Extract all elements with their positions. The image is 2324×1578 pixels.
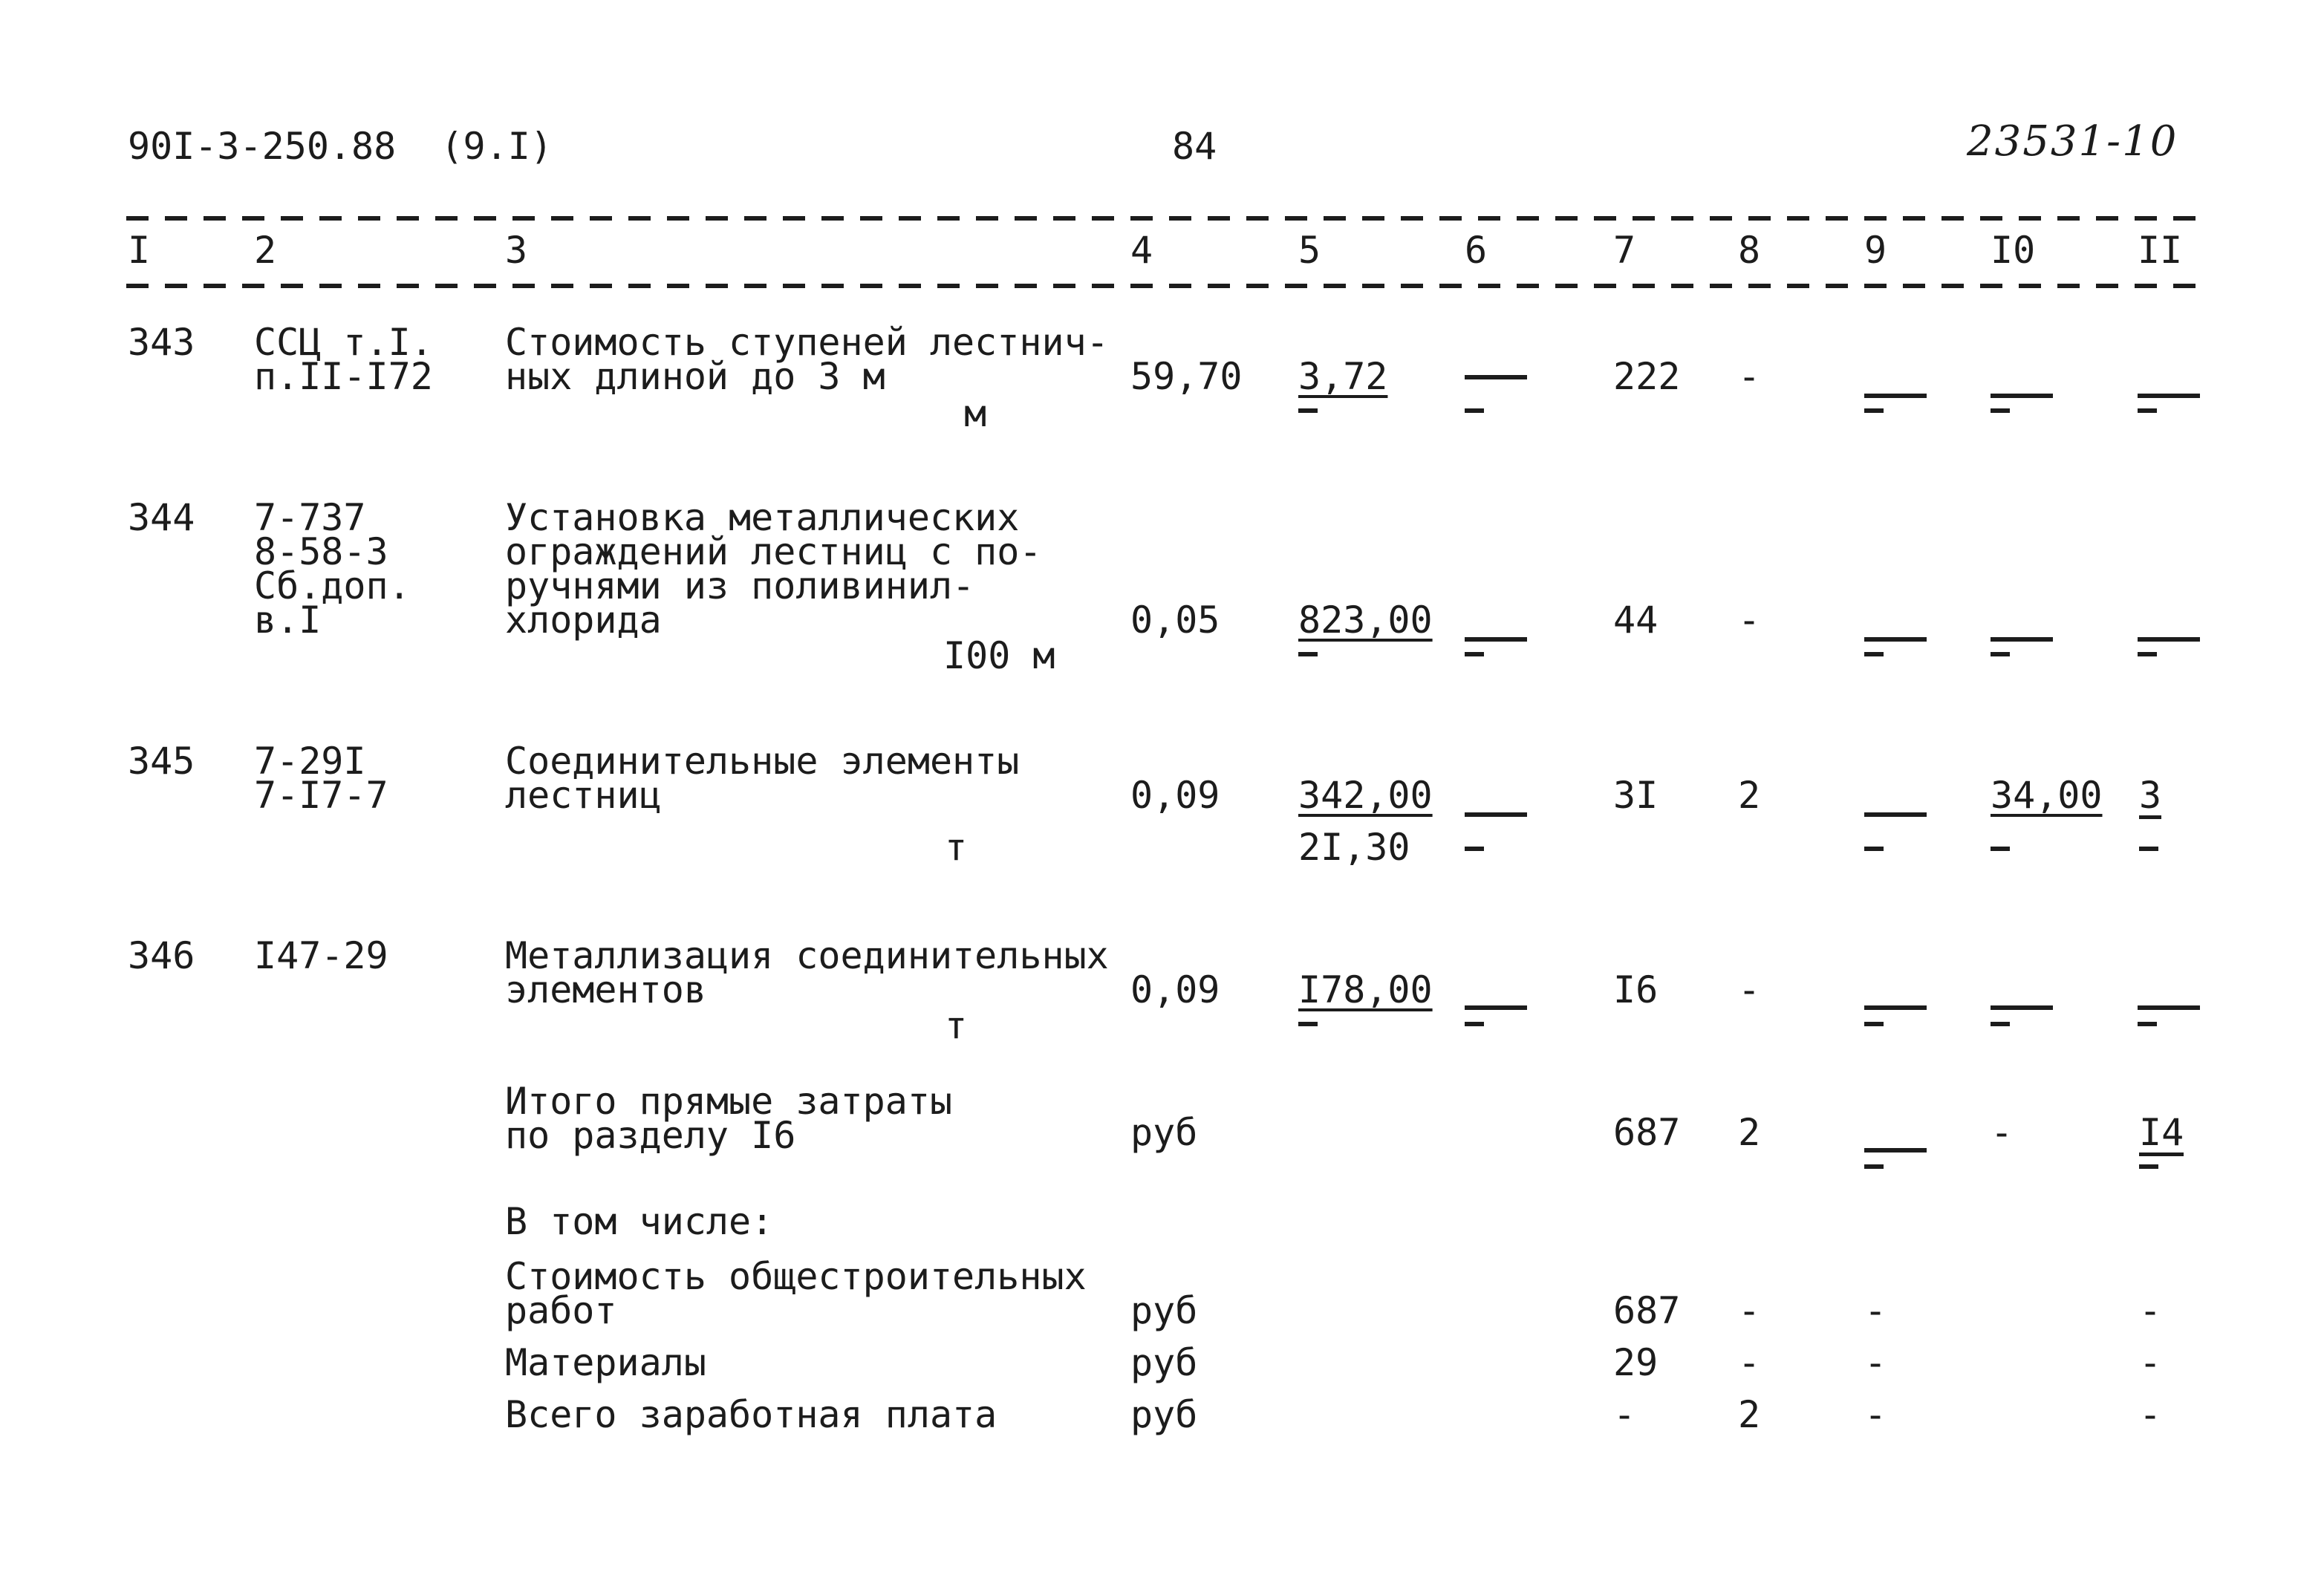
row-number: 344	[128, 496, 195, 539]
page-number: 84	[1172, 125, 1217, 168]
column-header: 8	[1738, 229, 1761, 272]
work-description-line: Установка металлических	[505, 496, 1020, 539]
total-cost: 3I	[1613, 774, 1659, 817]
column-8-value: -	[1738, 599, 1761, 642]
empty-fraction-mark	[1991, 1005, 2053, 1010]
row-number: 345	[128, 740, 195, 783]
norm-code-line: ССЦ т.I.	[254, 321, 433, 364]
column-header: 7	[1613, 229, 1636, 272]
dash-mark	[1991, 652, 2010, 656]
work-description-line: хлорида	[505, 599, 662, 642]
column-8-value: -	[1738, 968, 1761, 1011]
column-9-value: -	[1864, 1393, 1887, 1436]
header-top-rule	[126, 216, 2206, 221]
total-label-line: Итого прямые затраты	[505, 1080, 953, 1123]
norm-code-line: Сб.доп.	[254, 564, 411, 607]
column-8-value: 2	[1738, 1393, 1761, 1436]
unit-of-measure: I00 м	[943, 634, 1055, 677]
norm-code-line: 7-29I	[254, 740, 366, 783]
breakdown-label-line: Стоимость общестроительных	[505, 1255, 1087, 1298]
quantity: 0,09	[1130, 968, 1220, 1011]
work-description-line: ручнями из поливинил-	[505, 564, 975, 607]
column-7-value: 687	[1613, 1289, 1681, 1332]
empty-fraction-mark	[1991, 637, 2053, 642]
dash-mark	[2139, 847, 2158, 851]
unit-price: I78,00	[1298, 968, 1433, 1011]
column-10-value: -	[1991, 1111, 2014, 1154]
empty-fraction-mark	[1465, 375, 1527, 379]
dash-mark	[1298, 1022, 1318, 1026]
column-7-value: -	[1613, 1393, 1636, 1436]
column-header: 3	[505, 229, 528, 272]
column-header: 9	[1864, 229, 1887, 272]
breakdown-unit: руб	[1130, 1341, 1198, 1384]
empty-fraction-mark	[2138, 394, 2200, 398]
work-description-line: ных длиной до 3 м	[505, 355, 885, 398]
breakdown-label-line: Материалы	[505, 1341, 706, 1384]
dash-mark	[2139, 1164, 2158, 1169]
total-cost: 222	[1613, 355, 1681, 398]
dash-mark	[2138, 408, 2157, 413]
work-description-line: элементов	[505, 968, 706, 1011]
column-9-value: -	[1864, 1289, 1887, 1332]
column-8-value: -	[1738, 1289, 1761, 1332]
column-header: 4	[1130, 229, 1153, 272]
norm-code-line: п.II-I72	[254, 355, 433, 398]
norm-code-line: в.I	[254, 599, 322, 642]
column-header: 2	[254, 229, 277, 272]
dash-mark	[1864, 1164, 1884, 1169]
dash-mark	[1298, 408, 1318, 413]
handwritten-stamp: 23531-10	[1967, 117, 2178, 166]
norm-code-line: 7-737	[254, 496, 366, 539]
empty-fraction-mark	[1864, 1005, 1927, 1010]
quantity: 59,70	[1130, 355, 1243, 398]
column-7-value: 29	[1613, 1341, 1659, 1384]
unit-price: 823,00	[1298, 599, 1433, 642]
dash-mark	[1465, 847, 1484, 851]
work-description-line: Соединительные элементы	[505, 740, 1020, 783]
column-9-value: -	[1864, 1341, 1887, 1384]
total-label-line: по разделу I6	[505, 1114, 796, 1157]
dash-mark	[1991, 847, 2010, 851]
work-description-line: ограждений лестниц с по-	[505, 530, 1042, 573]
unit-of-measure: т	[945, 826, 968, 869]
work-description-line: лестниц	[505, 774, 662, 817]
column-8-value: -	[1738, 355, 1761, 398]
empty-fraction-mark	[1864, 394, 1927, 398]
column-8-value: 2	[1738, 774, 1761, 817]
document-code: 90I-3-250.88 (9.I)	[128, 125, 553, 168]
column-10-value: 34,00	[1991, 774, 2103, 817]
column-11-text: I4	[2139, 1114, 2184, 1156]
column-11-value: -	[2139, 1289, 2162, 1332]
dash-mark	[1864, 847, 1884, 851]
total-cost: I6	[1613, 968, 1659, 1011]
column-11-text: 3	[2139, 777, 2161, 819]
empty-fraction-mark	[1864, 812, 1927, 817]
header-bottom-rule	[126, 284, 2206, 288]
dash-mark	[1465, 652, 1484, 656]
total-cost: 687	[1613, 1111, 1681, 1154]
unit-price-wages: 2I,30	[1298, 826, 1410, 869]
breakdown-unit: руб	[1130, 1393, 1198, 1436]
dash-mark	[1864, 652, 1884, 656]
norm-code-line: 7-I7-7	[254, 774, 388, 817]
work-description-line: Стоимость ступеней лестнич-	[505, 321, 1109, 364]
column-8-value: 2	[1738, 1111, 1761, 1154]
empty-fraction-mark	[1864, 1148, 1927, 1152]
unit-of-measure: т	[945, 1004, 968, 1047]
dash-mark	[2138, 652, 2157, 656]
dash-mark	[1864, 1022, 1884, 1026]
column-11-value	[2139, 774, 2162, 819]
work-description-line: Металлизация соединительных	[505, 934, 1109, 977]
column-8-value: -	[1738, 1341, 1761, 1384]
column-11-value: -	[2139, 1341, 2162, 1384]
empty-fraction-mark	[1465, 637, 1527, 642]
dash-mark	[1298, 652, 1318, 656]
quantity: 0,05	[1130, 599, 1220, 642]
dash-mark	[1864, 408, 1884, 413]
empty-fraction-mark	[2138, 1005, 2200, 1010]
column-11-value	[2139, 1111, 2184, 1156]
dash-mark	[1991, 1022, 2010, 1026]
column-header: 5	[1298, 229, 1321, 272]
empty-fraction-mark	[2138, 637, 2200, 642]
breakdown-label-line: Всего заработная плата	[505, 1393, 997, 1436]
dash-mark	[2138, 1022, 2157, 1026]
norm-code-line: 8-58-3	[254, 530, 388, 573]
dash-mark	[1991, 408, 2010, 413]
column-header: I	[128, 229, 151, 272]
total-cost: 44	[1613, 599, 1659, 642]
row-number: 343	[128, 321, 195, 364]
column-header: 6	[1465, 229, 1488, 272]
breakdown-heading: В том числе:	[505, 1200, 774, 1243]
empty-fraction-mark	[1991, 394, 2053, 398]
column-header: I0	[1991, 229, 2036, 272]
unit-of-measure: м	[964, 392, 987, 435]
empty-fraction-mark	[1465, 1005, 1527, 1010]
breakdown-unit: руб	[1130, 1289, 1198, 1332]
empty-fraction-mark	[1864, 637, 1927, 642]
column-header: II	[2138, 229, 2183, 272]
breakdown-label-line: работ	[505, 1289, 617, 1332]
dash-mark	[1465, 408, 1484, 413]
row-number: 346	[128, 934, 195, 977]
empty-fraction-mark	[1465, 812, 1527, 817]
unit-price: 342,00	[1298, 774, 1433, 817]
quantity: 0,09	[1130, 774, 1220, 817]
column-11-value: -	[2139, 1393, 2162, 1436]
total-unit: руб	[1130, 1111, 1198, 1154]
dash-mark	[1465, 1022, 1484, 1026]
norm-code-line: I47-29	[254, 934, 388, 977]
unit-price: 3,72	[1298, 355, 1388, 398]
